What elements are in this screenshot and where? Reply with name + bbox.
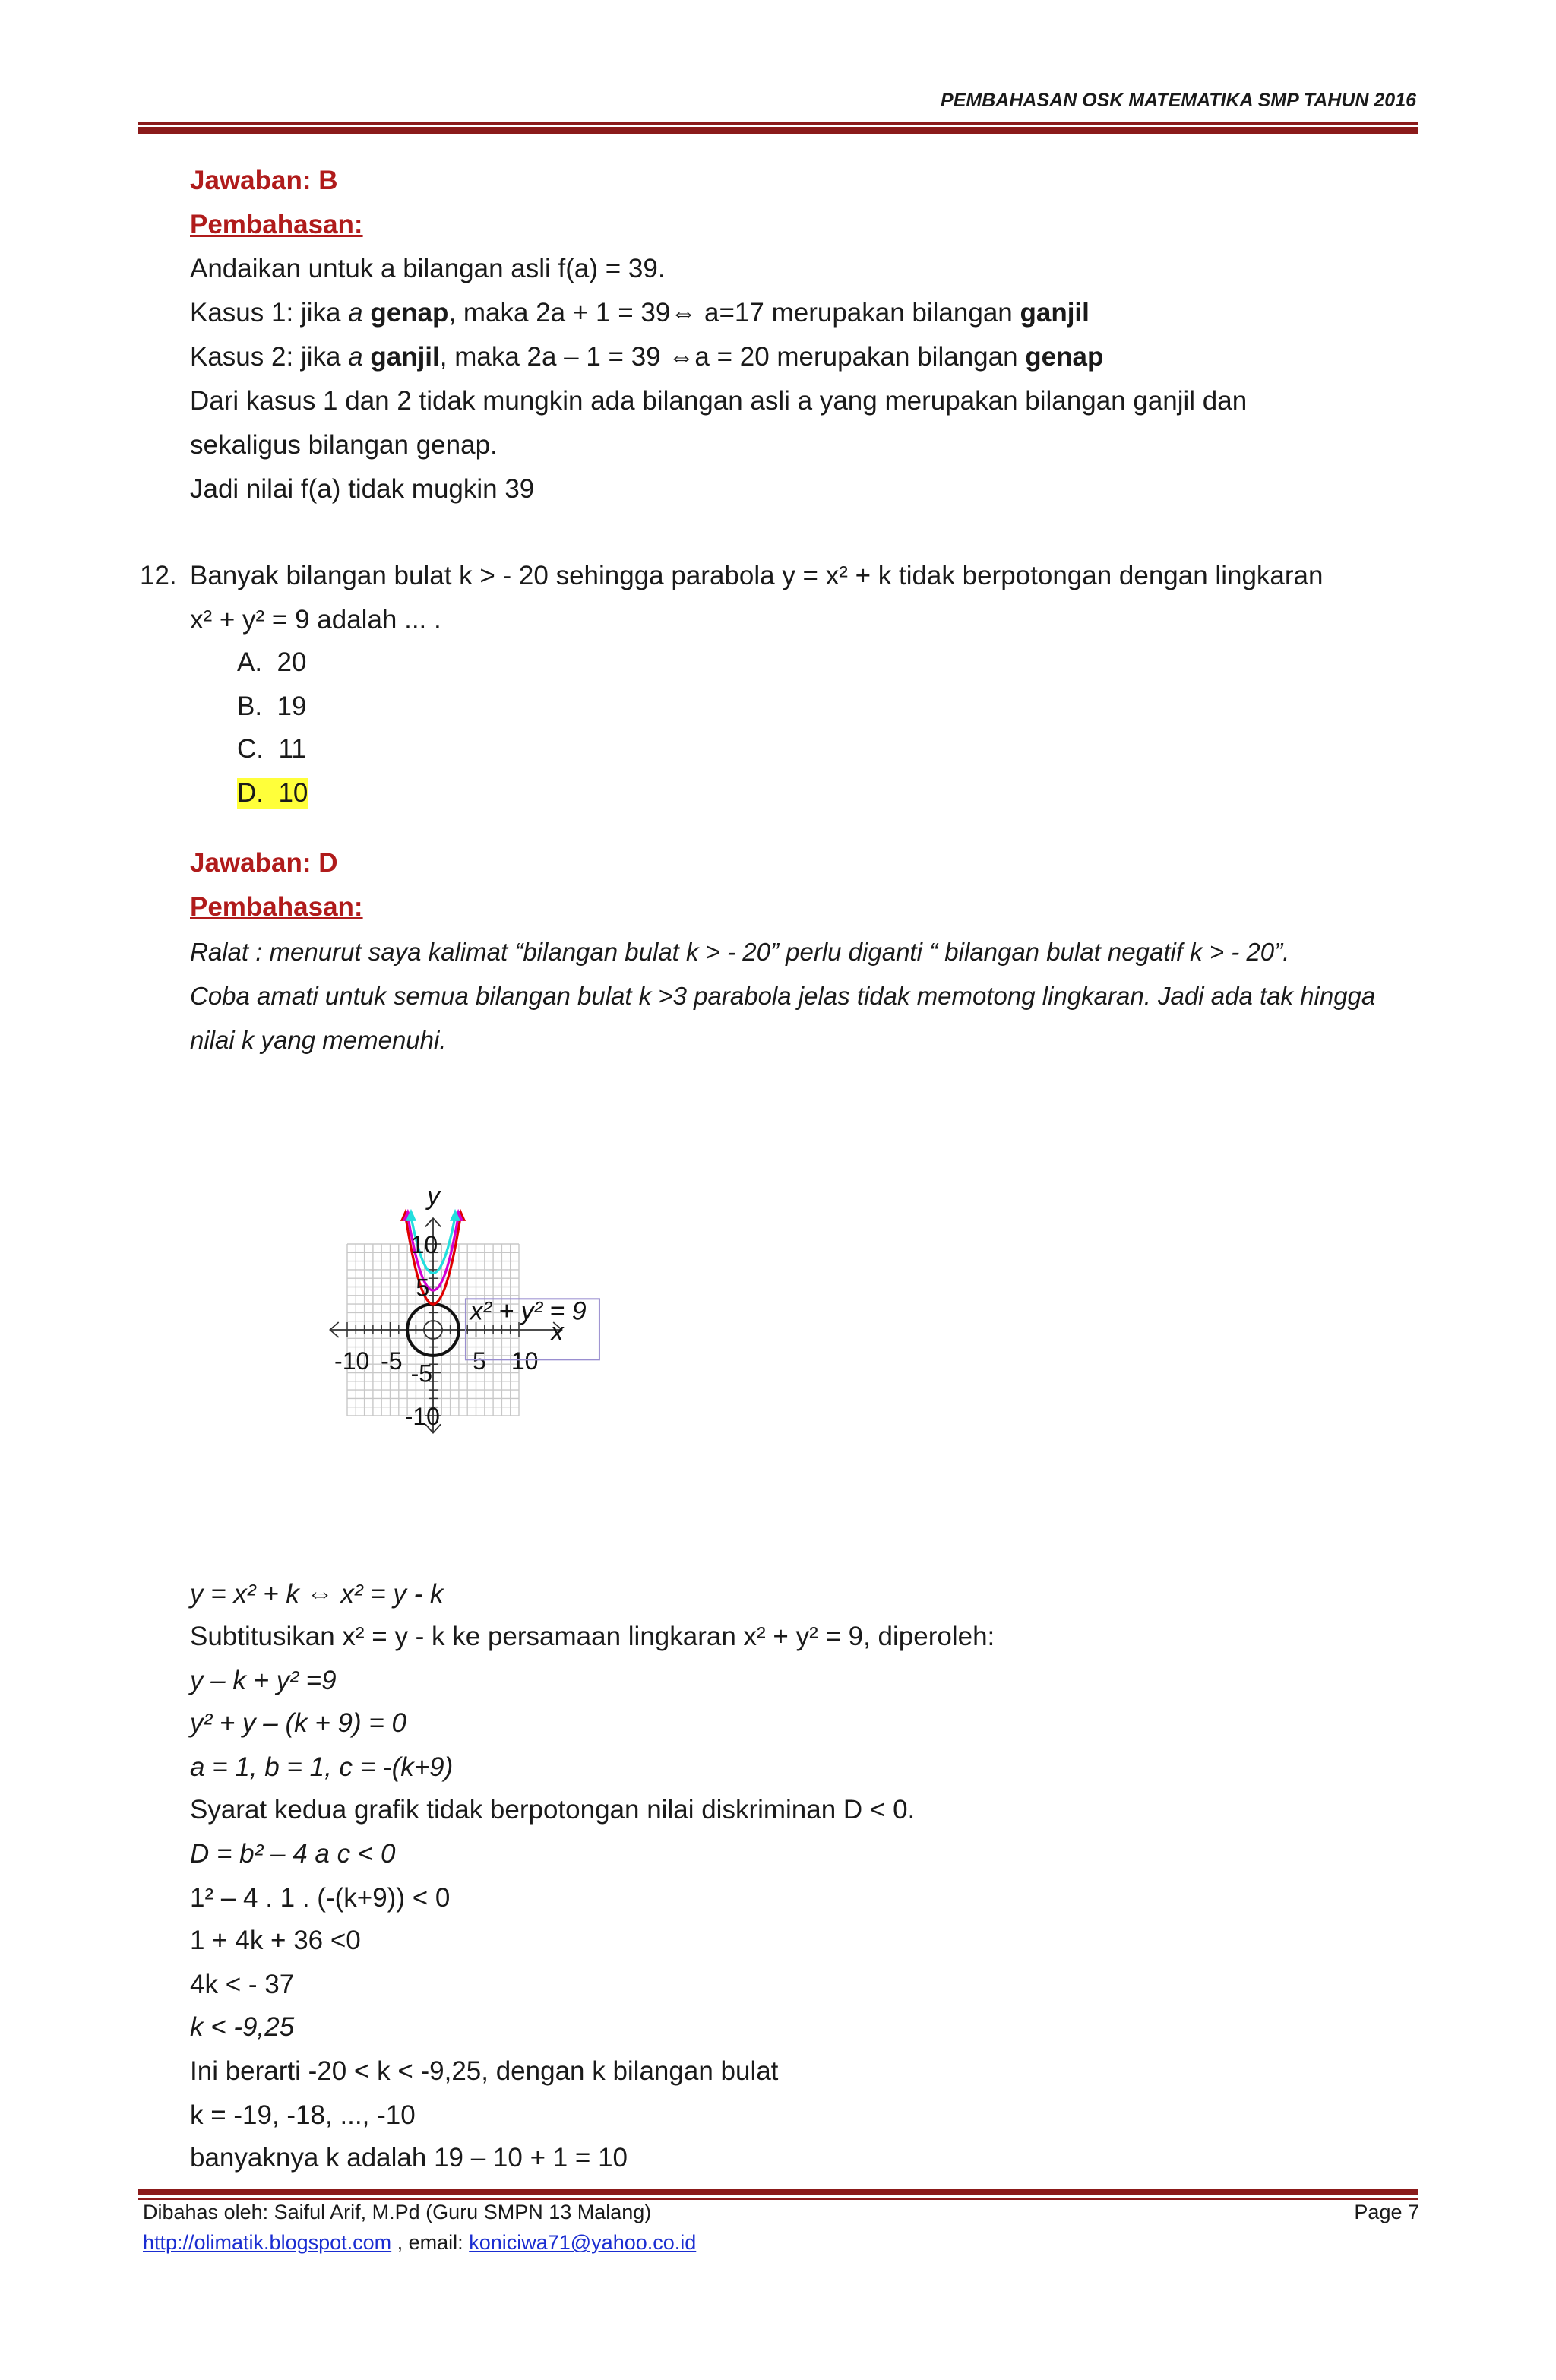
q11-line6: Jadi nilai f(a) tidak mugkin 39 xyxy=(190,474,535,504)
solution-line-13: k = -19, -18, ..., -10 xyxy=(190,2100,416,2130)
blog-link[interactable]: http://olimatik.blogspot.com xyxy=(143,2231,392,2254)
parabola-circle-graph xyxy=(199,1082,716,1557)
q11-line1: Andaikan untuk a bilangan asli f(a) = 39. xyxy=(190,254,666,283)
ralat-line1: Ralat : menurut saya kalimat “bilangan bulat k > - 20” perlu diganti “ bilangan bulat negatif k > - 20”. xyxy=(190,938,1290,966)
solution-line-9: 1 + 4k + 36 <0 xyxy=(190,1926,361,1955)
footer-author: Dibahas oleh: Saiful Arif, M.Pd (Guru SMPN 13 Malang) xyxy=(143,2201,652,2223)
solution-line-3: y – k + y² =9 xyxy=(190,1666,337,1695)
tick-label-y-neg10: -10 xyxy=(404,1403,440,1430)
tick-label-x-neg5: -5 xyxy=(381,1347,403,1375)
footer-page-number: Page 7 xyxy=(1354,2201,1419,2223)
solution-line-1: y = x² + k ⇔ x² = y - k xyxy=(190,1579,444,1609)
q12-text2: x² + y² = 9 adalah ... . xyxy=(190,605,441,635)
footer-rule-thick xyxy=(138,2189,1418,2195)
q12-pembahasan: Pembahasan: xyxy=(190,892,363,922)
solution-line-5: a = 1, b = 1, c = -(k+9) xyxy=(190,1752,454,1782)
circle-equation-label: x² + y² = 9 xyxy=(470,1296,587,1326)
solution-line-6: Syarat kedua grafik tidak berpotongan nilai diskriminan D < 0. xyxy=(190,1795,916,1825)
tick-label-y-10: 10 xyxy=(410,1231,438,1258)
tick-label-y-neg5: -5 xyxy=(410,1359,433,1388)
tick-label-x-neg10: -10 xyxy=(334,1347,370,1375)
ralat-line3: nilai k yang memenuhi. xyxy=(190,1026,447,1054)
q11-kasus2: Kasus 2: jika a ganjil, maka 2a – 1 = 39 ⇔a = 20 merupakan bilangan genap xyxy=(190,342,1104,372)
q11-pembahasan: Pembahasan: xyxy=(190,210,363,239)
header-rule-thin xyxy=(138,122,1418,125)
q12-answer: Jawaban: D xyxy=(190,848,338,878)
option-b: B. 19 xyxy=(237,692,307,721)
y-axis-label: y xyxy=(427,1182,440,1211)
header-title: PEMBAHASAN OSK MATEMATIKA SMP TAHUN 2016 xyxy=(941,90,1416,111)
q11-line5: sekaligus bilangan genap. xyxy=(190,430,498,460)
tick-label-x-10: 10 xyxy=(511,1347,539,1375)
q12-text1: Banyak bilangan bulat k > - 20 sehingga parabola y = x² + k tidak berpotongan dengan lingkaran xyxy=(190,561,1324,590)
footer-rule-thin xyxy=(138,2198,1418,2200)
solution-line-2: Subtitusikan x² = y - k ke persamaan lingkaran x² + y² = 9, diperoleh: xyxy=(190,1622,995,1651)
header-rule-thick xyxy=(138,127,1418,134)
solution-line-8: 1² – 4 . 1 . (-(k+9)) < 0 xyxy=(190,1883,451,1913)
solution-line-4: y² + y – (k + 9) = 0 xyxy=(190,1708,406,1738)
graph-svg xyxy=(199,1082,716,1553)
option-a: A. 20 xyxy=(237,647,307,677)
q11-answer: Jawaban: B xyxy=(190,166,338,195)
tick-label-x-5: 5 xyxy=(472,1347,486,1375)
solution-line-11: k < -9,25 xyxy=(190,2012,295,2042)
ralat-line2: Coba amati untuk semua bilangan bulat k >3 parabola jelas tidak memotong lingkaran. Jadi ada tak hingga xyxy=(190,982,1376,1010)
tick-label-y-5: 5 xyxy=(416,1274,430,1302)
solution-line-12: Ini berarti -20 < k < -9,25, dengan k bilangan bulat xyxy=(190,2056,779,2086)
q11-line4: Dari kasus 1 dan 2 tidak mungkin ada bilangan asli a yang merupakan bilangan ganjil dan xyxy=(190,386,1248,416)
question-number-12: 12. xyxy=(140,561,177,590)
option-d-highlighted: D. 10 xyxy=(237,778,308,808)
email-link[interactable]: koniciwa71@yahoo.co.id xyxy=(469,2231,697,2254)
q11-kasus1: Kasus 1: jika a genap, maka 2a + 1 = 39⇔ a=17 merupakan bilangan ganjil xyxy=(190,298,1090,328)
footer-links: http://olimatik.blogspot.com , email: koniciwa71@yahoo.co.id xyxy=(143,2231,697,2254)
option-c: C. 11 xyxy=(237,734,306,764)
solution-line-7: D = b² – 4 a c < 0 xyxy=(190,1839,396,1869)
solution-line-14: banyaknya k adalah 19 – 10 + 1 = 10 xyxy=(190,2143,628,2173)
solution-line-10: 4k < - 37 xyxy=(190,1970,295,1999)
x-axis-label: x xyxy=(550,1318,564,1347)
